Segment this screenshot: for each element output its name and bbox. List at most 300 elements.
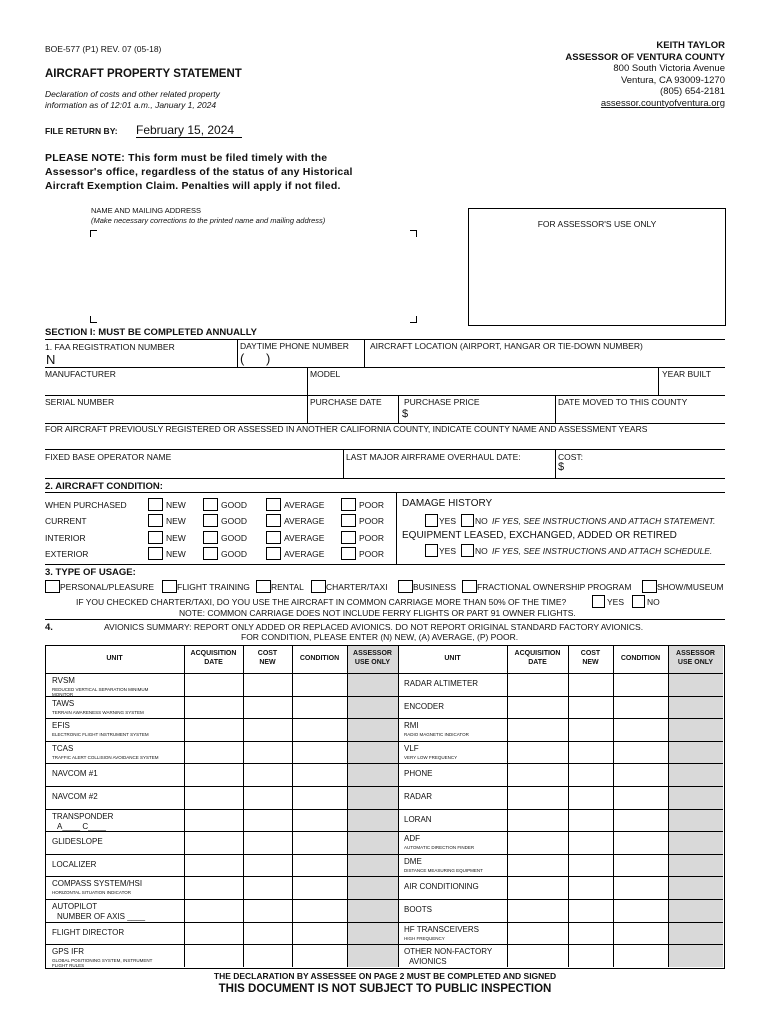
avionics-entry-cell[interactable] <box>570 901 611 920</box>
form-id: BOE-577 (P1) REV. 07 (05-18) <box>45 44 162 54</box>
table-column-divider <box>507 645 508 967</box>
cost-input[interactable] <box>568 462 718 476</box>
address-corner-tl <box>90 230 97 237</box>
avionics-unit-label: OTHER NON-FACTORY <box>404 947 493 956</box>
avionics-entry-cell[interactable] <box>294 698 345 717</box>
section1-title: SECTION I: MUST BE COMPLETED ANNUALLY <box>45 327 257 338</box>
avionics-entry-cell[interactable] <box>509 946 566 965</box>
avionics-unit-label: PHONE <box>404 769 433 778</box>
condition-option-label: POOR <box>359 516 385 526</box>
r2-bottom <box>45 395 725 396</box>
avionics-entry-cell[interactable] <box>186 946 241 965</box>
avionics-unit-label: LORAN <box>404 815 432 824</box>
condition-option-label: GOOD <box>221 516 247 526</box>
charter-yes-checkbox[interactable] <box>592 595 605 608</box>
avionics-entry-cell[interactable] <box>245 743 290 762</box>
avionics-unit-line2: NUMBER OF AXIS ____ <box>57 912 146 921</box>
table-header-text: COST <box>580 650 601 657</box>
table-column-divider <box>243 645 244 967</box>
assessor-use-label: FOR ASSESSOR'S USE ONLY <box>537 219 657 229</box>
r2-div2 <box>658 367 659 395</box>
avionics-entry-cell[interactable] <box>245 856 290 875</box>
prev-county-label: FOR AIRCRAFT PREVIOUSLY REGISTERED OR ASSESSED IN ANOTHER CALIFORNIA COUNTY, INDICATE COUNTY NAME AND ASSESSMENT YEARS <box>45 424 648 434</box>
damage-note: IF YES, SEE INSTRUCTIONS AND ATTACH STATEMENT. <box>492 516 716 526</box>
location-input[interactable] <box>370 351 720 367</box>
condition-row-label: WHEN PURCHASED <box>45 500 127 510</box>
avionics-unit-label: RADAR ALTIMETER <box>404 679 479 688</box>
equipment-title: EQUIPMENT LEASED, EXCHANGED, ADDED OR RETIRED <box>402 530 677 541</box>
file-return-date: February 15, 2024 <box>136 123 242 138</box>
model-input[interactable] <box>310 380 655 394</box>
condition-option-label: GOOD <box>221 500 247 510</box>
table-column-divider <box>568 645 569 967</box>
table-row-divider <box>45 876 723 877</box>
avionics-number: 4. <box>45 622 53 633</box>
cond-rule <box>45 492 725 493</box>
avionics-unit-label: BOOTS <box>404 905 433 914</box>
avionics-entry-cell[interactable] <box>509 788 566 807</box>
footer-public: THIS DOCUMENT IS NOT SUBJECT TO PUBLIC INSPECTION <box>218 983 552 995</box>
condition-option-label: AVERAGE <box>284 516 325 526</box>
condition-option-label: AVERAGE <box>284 549 325 559</box>
equipment-no-checkbox[interactable] <box>461 544 474 557</box>
avionics-unit-sub: GLOBAL POSITIONING SYSTEM, INSTRUMENT <box>52 958 153 963</box>
table-row-divider <box>45 922 723 923</box>
assessor-phone: (805) 654-2181 <box>660 86 725 97</box>
assessor-use-column <box>669 646 723 967</box>
condition-poor-checkbox[interactable] <box>341 531 356 544</box>
equipment-no-label: NO <box>475 546 488 556</box>
usage-option-checkbox[interactable] <box>642 580 657 593</box>
usage-option-label: CHARTER/TAXI <box>326 582 388 592</box>
avionics-entry-cell[interactable] <box>294 833 345 852</box>
usage-option-checkbox[interactable] <box>311 580 326 593</box>
damage-no-checkbox[interactable] <box>461 514 474 527</box>
avionics-entry-cell[interactable] <box>186 788 241 807</box>
table-header <box>243 649 292 667</box>
avionics-entry-cell[interactable] <box>245 698 290 717</box>
charter-yes-label: YES <box>607 597 625 607</box>
table-header-text: USE ONLY <box>677 659 714 666</box>
condition-option-label: GOOD <box>221 533 247 543</box>
avionics-entry-cell[interactable] <box>570 946 611 965</box>
table-header <box>668 649 723 667</box>
r1-div2 <box>364 339 365 367</box>
avionics-unit-label: DME <box>404 857 422 866</box>
avionics-unit-sub: TERRAIN AWARENESS WARNING SYSTEM <box>52 710 144 715</box>
condition-option-label: GOOD <box>221 549 247 559</box>
avionics-entry-cell[interactable] <box>245 833 290 852</box>
avionics-entry-cell[interactable] <box>509 675 566 694</box>
r3-div2 <box>398 395 399 423</box>
charter-no-checkbox[interactable] <box>632 595 645 608</box>
avionics-unit-label: NAVCOM #1 <box>52 769 98 778</box>
table-row-divider <box>45 741 723 742</box>
avionics-entry-cell[interactable] <box>615 698 666 717</box>
condition-new-checkbox[interactable] <box>148 531 163 544</box>
avionics-entry-cell[interactable] <box>186 720 241 739</box>
avionics-unit-sub: REDUCED VERTICAL SEPARATION MINIMUM <box>52 687 149 692</box>
assessor-name: KEITH TAYLOR <box>656 40 725 51</box>
purchase-date-label: PURCHASE DATE <box>310 397 382 407</box>
condition-option-label: POOR <box>359 549 385 559</box>
usage-option-checkbox[interactable] <box>398 580 413 593</box>
avionics-unit-label: COMPASS SYSTEM/HSI <box>52 879 143 888</box>
avionics-unit-label: RADAR <box>404 792 433 801</box>
table-column-divider <box>398 645 399 967</box>
avionics-entry-cell[interactable] <box>570 878 611 897</box>
avionics-unit-sub2: FLIGHT RULES <box>52 963 85 968</box>
avionics-unit-label: FLIGHT DIRECTOR <box>52 928 125 937</box>
avionics-entry-cell[interactable] <box>186 743 241 762</box>
usage-bottom <box>45 619 725 620</box>
condition-poor-checkbox[interactable] <box>341 514 356 527</box>
r5-bottom <box>45 478 725 479</box>
avionics-unit-label: LOCALIZER <box>52 860 97 869</box>
phone-label: DAYTIME PHONE NUMBER <box>240 341 349 351</box>
table-column-divider <box>613 645 614 967</box>
year-built-label: YEAR BUILT <box>662 369 711 379</box>
avionics-entry-cell[interactable] <box>245 675 290 694</box>
usage-option-checkbox[interactable] <box>45 580 60 593</box>
avionics-unit-label: RVSM <box>52 676 75 685</box>
manufacturer-label: MANUFACTURER <box>45 369 116 379</box>
avionics-entry-cell[interactable] <box>245 765 290 784</box>
damage-title: DAMAGE HISTORY <box>402 498 493 509</box>
avionics-unit-label: AIR CONDITIONING <box>404 882 479 891</box>
avionics-entry-cell[interactable] <box>294 901 345 920</box>
table-column-divider <box>347 645 348 967</box>
r4-bottom <box>45 449 725 450</box>
table-header-text: CONDITION <box>299 655 340 662</box>
charter-question: IF YOU CHECKED CHARTER/TAXI, DO YOU USE THE AIRCRAFT IN COMMON CARRIAGE MORE THAN 50% OF THE TIME? <box>76 597 567 607</box>
avionics-entry-cell[interactable] <box>509 811 566 830</box>
avionics-entry-cell[interactable] <box>615 720 666 739</box>
table-header-text: NEW <box>582 659 599 666</box>
avionics-entry-cell[interactable] <box>615 833 666 852</box>
assessor-office: ASSESSOR OF VENTURA COUNTY <box>565 51 725 63</box>
usage-option-checkbox[interactable] <box>256 580 271 593</box>
assessor-use-box <box>468 208 726 326</box>
usage-option-label: RENTAL <box>271 582 304 592</box>
avionics-entry-cell[interactable] <box>615 788 666 807</box>
avionics-entry-cell[interactable] <box>186 878 241 897</box>
fbo-input[interactable] <box>45 462 340 476</box>
avionics-entry-cell[interactable] <box>615 924 666 943</box>
table-header-text: DATE <box>528 659 547 666</box>
avionics-entry-cell[interactable] <box>509 743 566 762</box>
usage-option-label: FRACTIONAL OWNERSHIP PROGRAM <box>477 582 632 592</box>
r3-div1 <box>307 395 308 423</box>
equipment-yes-checkbox[interactable] <box>425 544 438 557</box>
table-header-text: UNIT <box>106 655 123 662</box>
table-header <box>184 649 243 667</box>
assessor-website[interactable]: assessor.countyofventura.org <box>600 97 725 109</box>
avionics-unit-sub2: MONITOR <box>52 692 74 697</box>
year-built-input[interactable] <box>662 380 722 394</box>
damage-yes-checkbox[interactable] <box>425 514 438 527</box>
avionics-entry-cell[interactable] <box>245 811 290 830</box>
avionics-entry-cell[interactable] <box>509 924 566 943</box>
avionics-entry-cell[interactable] <box>245 924 290 943</box>
date-moved-input[interactable] <box>558 408 722 422</box>
condition-good-checkbox[interactable] <box>203 531 218 544</box>
table-row-divider <box>45 696 723 697</box>
table-header <box>568 649 613 667</box>
manufacturer-input[interactable] <box>45 380 305 394</box>
faa-input[interactable] <box>60 350 235 366</box>
avionics-entry-cell[interactable] <box>186 924 241 943</box>
table-row-divider <box>45 944 723 945</box>
footer-declaration: THE DECLARATION BY ASSESSEE ON PAGE 2 MUST BE COMPLETED AND SIGNED <box>213 971 557 981</box>
condition-option-label: AVERAGE <box>284 533 325 543</box>
avionics-entry-cell[interactable] <box>570 698 611 717</box>
avionics-entry-cell[interactable] <box>509 901 566 920</box>
avionics-entry-cell[interactable] <box>615 743 666 762</box>
assessor-street: 800 South Victoria Avenue <box>613 63 725 74</box>
condition-average-checkbox[interactable] <box>266 531 281 544</box>
avionics-unit-label: TRANSPONDER <box>52 812 114 821</box>
avionics-entry-cell[interactable] <box>570 811 611 830</box>
table-row-divider <box>45 899 723 900</box>
purchase-date-input[interactable] <box>310 408 395 422</box>
usage-option-label: FLIGHT TRAINING <box>177 582 250 592</box>
avionics-entry-cell[interactable] <box>294 811 345 830</box>
table-header-text: COST <box>257 650 278 657</box>
r1-div1 <box>237 339 238 367</box>
table-row-divider <box>45 763 723 764</box>
r2-div1 <box>307 367 308 395</box>
avionics-entry-cell[interactable] <box>186 675 241 694</box>
faa-prefix: N <box>46 352 56 367</box>
date-moved-label: DATE MOVED TO THIS COUNTY <box>558 397 688 407</box>
avionics-unit-label: RMI <box>404 721 419 730</box>
overhaul-input[interactable] <box>346 462 551 476</box>
condition-good-checkbox[interactable] <box>203 514 218 527</box>
table-header-text: NEW <box>259 659 276 666</box>
avionics-unit-label: AUTOPILOT <box>52 902 98 911</box>
usage-option-label: BUSINESS <box>413 582 456 592</box>
avionics-entry-cell[interactable] <box>509 833 566 852</box>
condition-average-checkbox[interactable] <box>266 498 281 511</box>
equipment-note: IF YES, SEE INSTRUCTIONS AND ATTACH SCHEDULE. <box>492 546 713 556</box>
avionics-entry-cell[interactable] <box>294 743 345 762</box>
avionics-entry-cell[interactable] <box>615 765 666 784</box>
usage-option-label: SHOW/MUSEUM <box>657 582 724 592</box>
avionics-unit-label: GLIDESLOPE <box>52 837 103 846</box>
avionics-unit-label: GPS IFR <box>52 947 85 956</box>
table-header-divider <box>45 673 723 674</box>
damage-yes-label: YES <box>439 516 457 526</box>
avionics-entry-cell[interactable] <box>294 878 345 897</box>
condition-option-label: NEW <box>166 500 186 510</box>
condition-average-checkbox[interactable] <box>266 514 281 527</box>
condition-good-checkbox[interactable] <box>203 547 218 560</box>
condition-option-label: NEW <box>166 516 186 526</box>
avionics-entry-cell[interactable] <box>570 833 611 852</box>
model-label: MODEL <box>310 369 341 379</box>
avionics-entry-cell[interactable] <box>570 743 611 762</box>
table-column-divider <box>292 645 293 967</box>
condition-poor-checkbox[interactable] <box>341 498 356 511</box>
condition-row-label: CURRENT <box>45 516 87 526</box>
cost-label: COST: <box>558 452 584 462</box>
subtitle-line1: Declaration of costs and other related property <box>45 89 220 99</box>
avionics-entry-cell[interactable] <box>570 720 611 739</box>
avionics-entry-cell[interactable] <box>245 878 290 897</box>
r5-div2 <box>555 449 556 478</box>
table-header <box>507 649 568 667</box>
avionics-entry-cell[interactable] <box>186 765 241 784</box>
avionics-entry-cell[interactable] <box>186 901 241 920</box>
table-row-divider <box>45 809 723 810</box>
avionics-entry-cell[interactable] <box>615 811 666 830</box>
r5-div1 <box>343 449 344 478</box>
purchase-price-input[interactable] <box>412 408 552 422</box>
mailing-address-input[interactable] <box>92 238 410 314</box>
table-header <box>347 649 398 667</box>
avionics-entry-cell[interactable] <box>570 924 611 943</box>
table-header-text: ASSESSOR <box>353 650 392 657</box>
address-corner-tr <box>410 230 417 237</box>
serial-label: SERIAL NUMBER <box>45 397 115 407</box>
avionics-entry-cell[interactable] <box>615 878 666 897</box>
note-line3: Aircraft Exemption Claim. Penalties will apply if not filed. <box>45 180 341 192</box>
avionics-entry-cell[interactable] <box>570 788 611 807</box>
phone-input[interactable] <box>290 351 360 367</box>
avionics-entry-cell[interactable] <box>509 765 566 784</box>
avionics-entry-cell[interactable] <box>186 833 241 852</box>
avionics-entry-cell[interactable] <box>245 901 290 920</box>
table-row-divider <box>45 854 723 855</box>
table-header <box>292 654 347 663</box>
usage-note: NOTE: COMMON CARRIAGE DOES NOT INCLUDE FERRY FLIGHTS OR PART 91 OWNER FLIGHTS. <box>179 608 576 618</box>
condition-row-label: EXTERIOR <box>45 549 89 559</box>
avionics-entry-cell[interactable] <box>294 675 345 694</box>
address-corner-bl <box>90 316 97 323</box>
table-header-text: CONDITION <box>620 655 661 662</box>
table-header <box>45 654 184 663</box>
avionics-entry-cell[interactable] <box>294 788 345 807</box>
table-header-text: USE ONLY <box>354 659 391 666</box>
avionics-unit-label: ADF <box>404 834 420 843</box>
avionics-entry-cell[interactable] <box>294 856 345 875</box>
avionics-unit-label: NAVCOM #2 <box>52 792 98 801</box>
avionics-unit-sub: DISTANCE MEASURING EQUIPMENT <box>404 868 483 873</box>
table-column-divider <box>184 645 185 967</box>
usage-option-checkbox[interactable] <box>162 580 177 593</box>
address-label: NAME AND MAILING ADDRESS <box>91 206 202 215</box>
avionics-entry-cell[interactable] <box>245 946 290 965</box>
usage-option-checkbox[interactable] <box>462 580 477 593</box>
table-row-divider <box>45 786 723 787</box>
cond-divider <box>396 492 397 564</box>
table-header <box>613 654 668 663</box>
avionics-unit-sub: ELECTRONIC FLIGHT INSTRUMENT SYSTEM <box>52 732 149 737</box>
avionics-unit-sub: AUTOMATIC DIRECTION FINDER <box>404 845 475 850</box>
address-corner-br <box>410 316 417 323</box>
fbo-label: FIXED BASE OPERATOR NAME <box>45 452 172 462</box>
avionics-unit-sub: VERY LOW FREQUENCY <box>404 755 458 760</box>
assessor-block <box>565 40 725 109</box>
r1-bottom <box>45 367 725 368</box>
prev-county-input[interactable] <box>45 434 723 448</box>
condition-average-checkbox[interactable] <box>266 547 281 560</box>
condition-new-checkbox[interactable] <box>148 514 163 527</box>
avionics-entry-cell[interactable] <box>294 924 345 943</box>
avionics-unit-label: EFIS <box>52 721 70 730</box>
avionics-entry-cell[interactable] <box>509 856 566 875</box>
avionics-entry-cell[interactable] <box>294 720 345 739</box>
condition-row-label: INTERIOR <box>45 533 86 543</box>
serial-input[interactable] <box>45 408 305 422</box>
table-header-text: DATE <box>204 659 223 666</box>
avionics-entry-cell[interactable] <box>509 878 566 897</box>
avionics-entry-cell[interactable] <box>294 946 345 965</box>
avionics-entry-cell[interactable] <box>186 811 241 830</box>
avionics-unit-label: TCAS <box>52 744 74 753</box>
avionics-entry-cell[interactable] <box>294 765 345 784</box>
avionics-entry-cell[interactable] <box>509 720 566 739</box>
avionics-entry-cell[interactable] <box>186 698 241 717</box>
location-label: AIRCRAFT LOCATION (AIRPORT, HANGAR OR TIE-DOWN NUMBER) <box>370 341 643 351</box>
avionics-unit-line2: A____ C____ <box>57 822 106 831</box>
avionics-entry-cell[interactable] <box>570 765 611 784</box>
avionics-entry-cell[interactable] <box>615 901 666 920</box>
condition-poor-checkbox[interactable] <box>341 547 356 560</box>
note-line2: Assessor's office, regardless of the status of any Historical <box>45 166 353 178</box>
charter-no-label: NO <box>647 597 660 607</box>
purchase-price-dollar: $ <box>402 408 409 420</box>
avionics-unit-label: VLF <box>404 744 419 753</box>
address-hint: (Make necessary corrections to the printed name and mailing address) <box>91 216 326 225</box>
avionics-unit-sub: HIGH FREQUENCY <box>404 936 445 941</box>
table-header-text: ASSESSOR <box>676 650 715 657</box>
condition-option-label: AVERAGE <box>284 500 325 510</box>
sec1-top-rule <box>45 339 725 340</box>
condition-good-checkbox[interactable] <box>203 498 218 511</box>
overhaul-label: LAST MAJOR AIRFRAME OVERHAUL DATE: <box>346 452 521 462</box>
condition-option-label: NEW <box>166 533 186 543</box>
table-column-divider <box>668 645 669 967</box>
avionics-unit-sub: HORIZONTAL SITUATION INDICATOR <box>52 890 132 895</box>
damage-no-label: NO <box>475 516 488 526</box>
avionics-summary-line1: AVIONICS SUMMARY: REPORT ONLY ADDED OR REPLACED AVIONICS. DO NOT REPORT ORIGINAL STANDARD FACTORY AVIONICS. <box>104 622 644 632</box>
avionics-entry-cell[interactable] <box>615 856 666 875</box>
table-header-text: UNIT <box>444 655 461 662</box>
condition-new-checkbox[interactable] <box>148 498 163 511</box>
condition-option-label: NEW <box>166 549 186 559</box>
file-return-label: FILE RETURN BY: <box>45 126 118 136</box>
avionics-entry-cell[interactable] <box>615 675 666 694</box>
faa-label: 1. FAA REGISTRATION NUMBER <box>45 342 175 352</box>
condition-new-checkbox[interactable] <box>148 547 163 560</box>
condition-option-label: POOR <box>359 500 385 510</box>
avionics-unit-line2: AVIONICS <box>409 957 447 966</box>
avionics-entry-cell[interactable] <box>615 946 666 965</box>
avionics-entry-cell[interactable] <box>186 856 241 875</box>
avionics-entry-cell[interactable] <box>509 698 566 717</box>
note-line1: PLEASE NOTE: This form must be filed timely with the <box>45 152 328 164</box>
usage-option-label: PERSONAL/PLEASURE <box>60 582 155 592</box>
avionics-unit-label: TAWS <box>52 699 75 708</box>
avionics-entry-cell[interactable] <box>245 720 290 739</box>
avionics-entry-cell[interactable] <box>570 856 611 875</box>
avionics-unit-label: ENCODER <box>404 702 445 711</box>
avionics-entry-cell[interactable] <box>245 788 290 807</box>
assessor-use-column <box>348 646 398 967</box>
avionics-entry-cell[interactable] <box>570 675 611 694</box>
